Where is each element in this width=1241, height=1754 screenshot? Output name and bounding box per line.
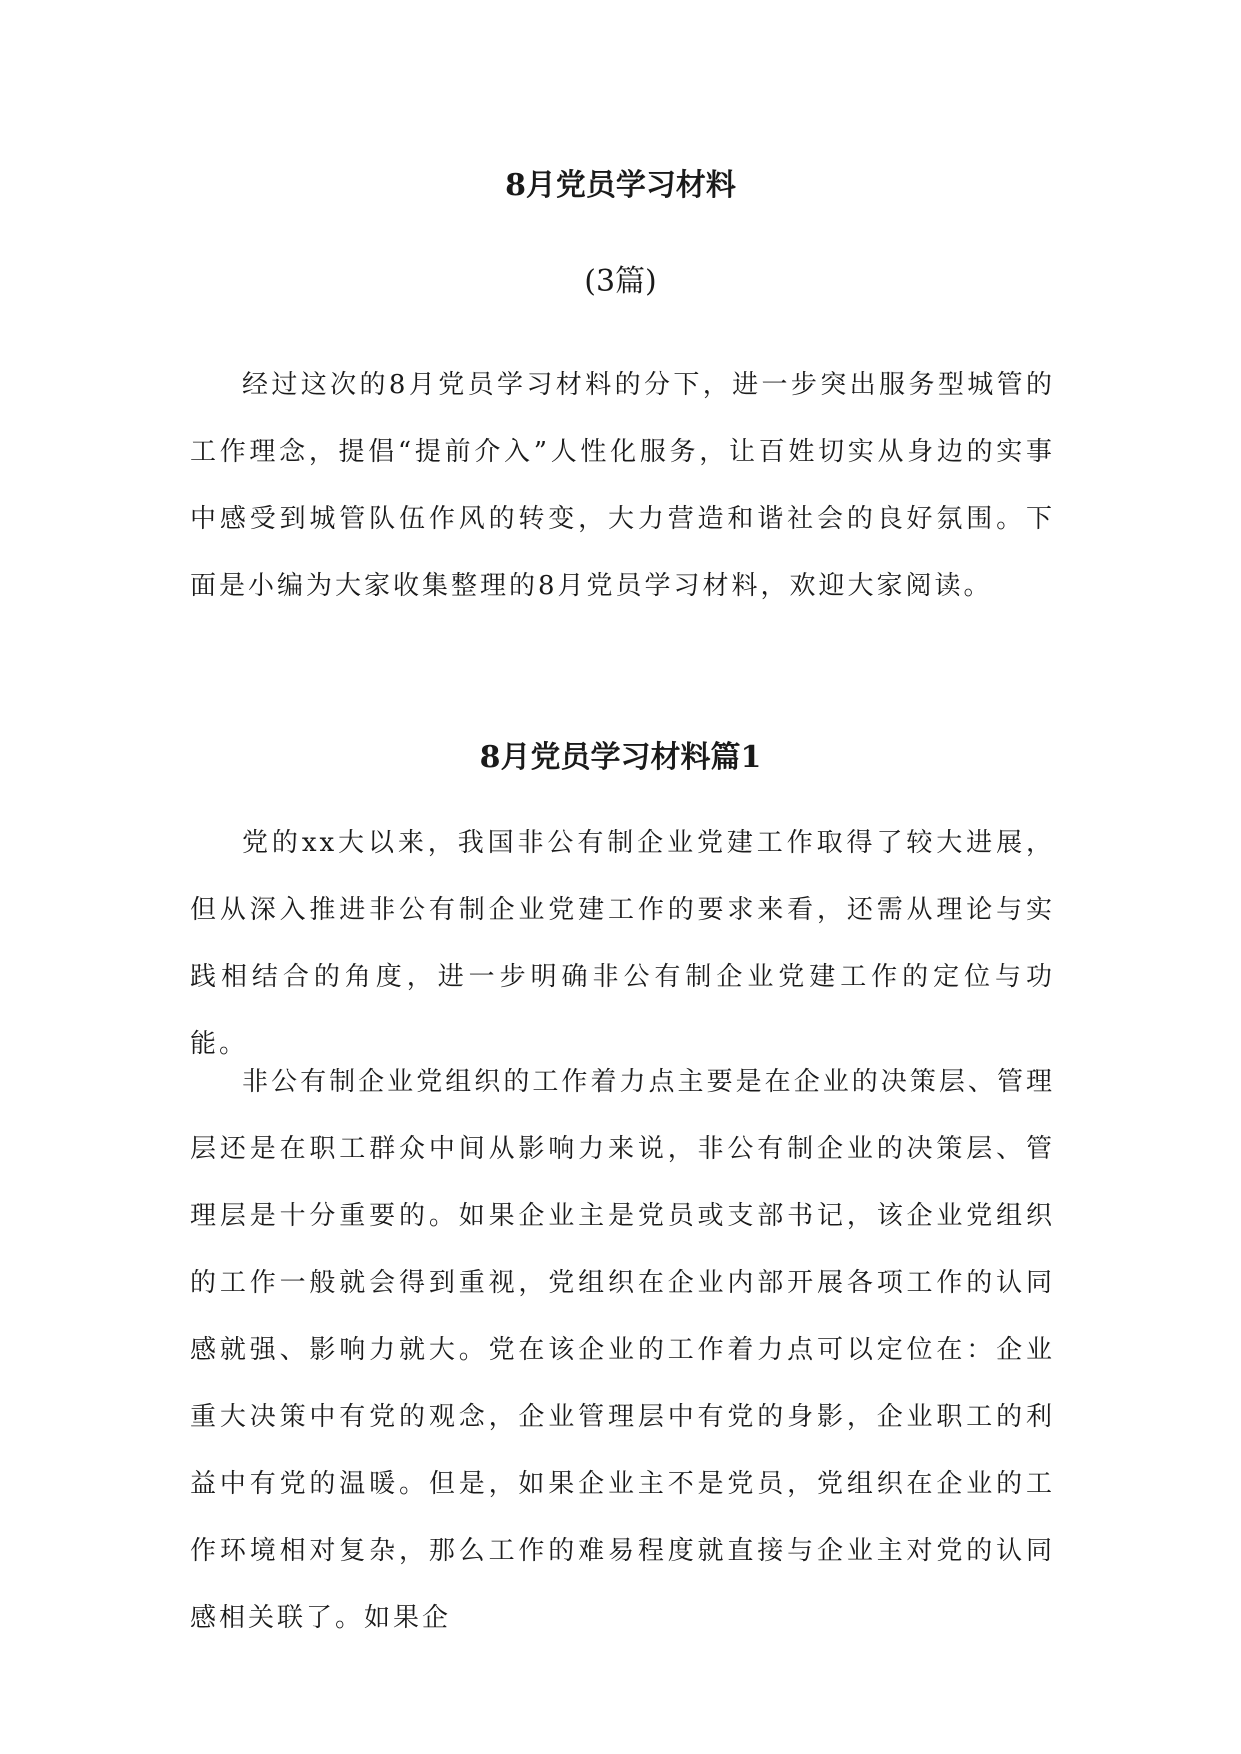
section-paragraph-2: 非公有制企业党组织的工作着力点主要是在企业的决策层、管理层还是在职工群众中间从影响力来说，非公有制企业的决策层、管理层是十分重要的。如果企业主是党员或支部书记，该企业党组织的工作一般就会得到重视，党组织在企业内部开展各项工作的认同感就强、影响力就大。党在该企业的工作着力点可以定位在：企业重大决策中有党的观念，企业管理层中有党的身影，企业职工的利益中有党的温暖。但是，如果企业主不是党员，党组织在企业的工作环境相对复杂，那么工作的难易程度就直接与企业主对党的认同感相关联了。如果企 [190, 1067, 1055, 1633]
document-subtitle: (3篇) [584, 264, 657, 299]
document-title: 8月党员学习材料 [505, 168, 736, 203]
intro-paragraph: 经过这次的8月党员学习材料的分下，进一步突出服务型城管的工作理念，提倡“提前介入”人性化服务，让百姓切实从身边的实事中感受到城管队伍作风的转变，大力营造和谐社会的良好氛围。下面是小编为大家收集整理的8月党员学习材料，欢迎大家阅读。 [190, 370, 1055, 601]
section-paragraph-1: 党的xx大以来，我国非公有制企业党建工作取得了较大进展，但从深入推进非公有制企业党建工作的要求来看，还需从理论与实践相结合的角度，进一步明确非公有制企业党建工作的定位与功能。 [190, 828, 1055, 1059]
section-heading: 8月党员学习材料篇1 [479, 740, 762, 775]
